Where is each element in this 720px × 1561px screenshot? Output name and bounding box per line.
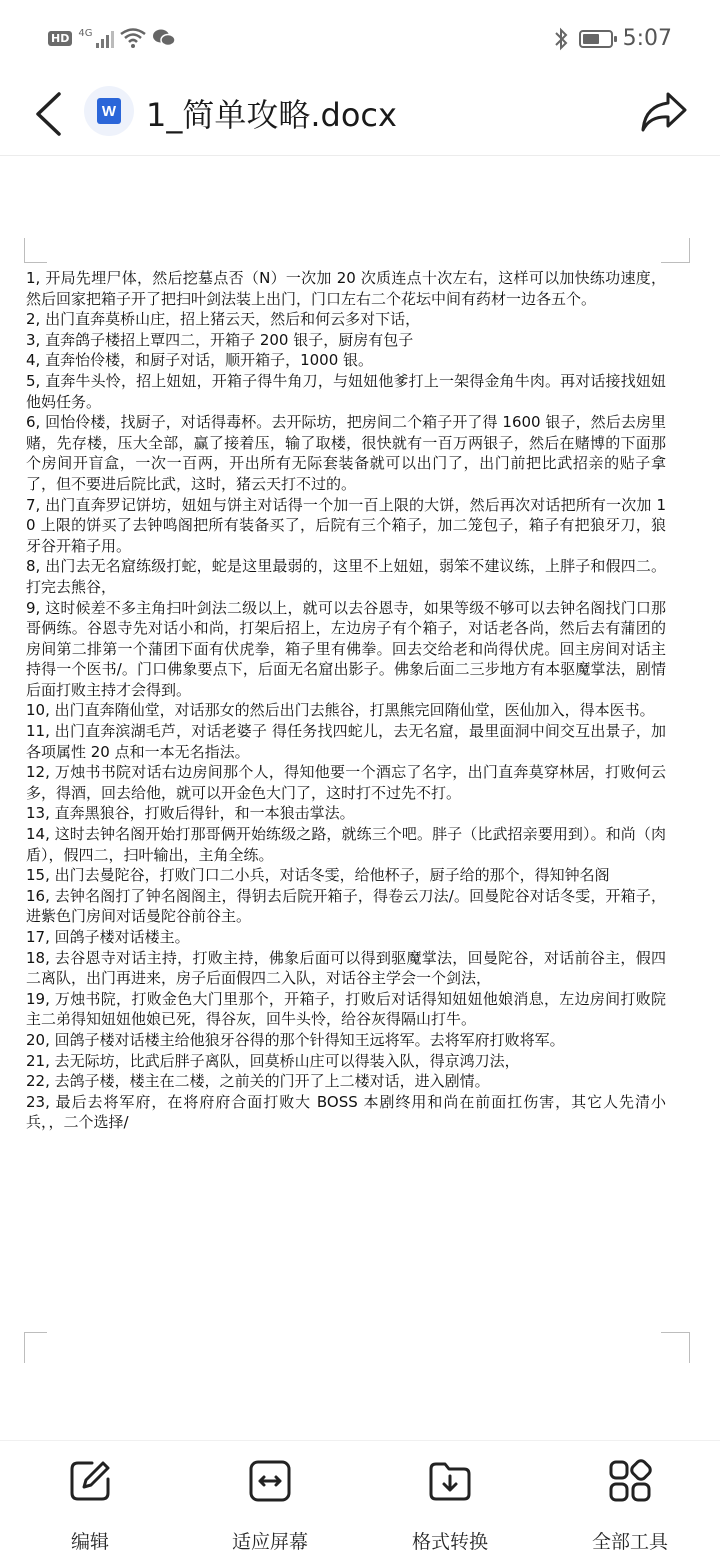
share-icon xyxy=(640,90,688,134)
document-title: 1_简单攻略.docx xyxy=(146,96,397,134)
battery-fill xyxy=(583,34,599,44)
fit-screen-button[interactable] xyxy=(210,1459,330,1554)
battery-icon xyxy=(579,30,613,48)
wifi-icon xyxy=(120,28,146,48)
all-tools-label: 全部工具 xyxy=(591,1531,668,1553)
paragraph: 9, 这时候差不多主角扫叶剑法二级以上，就可以去谷恩寺，如果等级不够可以去钟名阁找门口那哥俩练。谷恩寺先对话小和尚，打架后招上，左边房子有个箱子，对话老各尚，然后去有蒲团的房间第二排第一个蒲团下面有伏虎拳，箱子里有佛拳。回去交给老和尚得伏虎。回主房间对话主持得一个医书/。门口佛象要点下，后面无名窟出影子。佛象后面二三步地方有本驱魔掌法，剧情后面打败主持才会得到。 xyxy=(26,598,666,699)
back-button[interactable] xyxy=(26,86,70,142)
margin-corner-top-right xyxy=(661,238,690,263)
paragraph: 1, 开局先埋尸体，然后挖墓点否（N）一次加 20 次质连点十次左右，这样可以加快练功速度，然后回家把箱子开了把扫叶剑法装上出门，门口左右二个花坛中间有药材一边各五个。 xyxy=(26,269,666,308)
hd-badge: HD xyxy=(48,31,72,46)
document-body xyxy=(26,268,666,1133)
edit-button[interactable] xyxy=(30,1459,150,1554)
share-button[interactable] xyxy=(638,86,690,138)
paragraph: 16, 去钟名阁打了钟名阁阁主，得钥去后院开箱子，得卷云刀法/。回曼陀谷对话冬雯，开箱子，进紫色门房间对话曼陀谷前谷主。 xyxy=(26,886,666,926)
paragraph: 14, 这时去钟名阁开始打那哥俩开始练级之路，就练三个吧。胖子（比武招亲要用到）。和尚（肉盾），假四二，扫叶输出，主角全练。 xyxy=(26,825,666,864)
status-left xyxy=(48,28,176,48)
status-right xyxy=(553,26,672,51)
paragraph: 15, 出门去曼陀谷，打败门口二小兵，对话冬雯，给他杯子，厨子给的那个，得知钟名阁 xyxy=(26,866,610,885)
word-doc-icon xyxy=(84,86,134,136)
paragraph: 19, 万烛书院，打败金色大门里那个，开箱子，打败后对话得知妞妞他娘消息，左边房间打败院主二弟得知妞妞他娘已死，得谷灰，回牛头怜，给谷灰得隔山打牛。 xyxy=(26,989,666,1029)
paragraph: 13, 直奔黑狼谷，打败后得针，和一本狼击掌法。 xyxy=(26,804,355,823)
format-convert-button[interactable] xyxy=(390,1459,510,1554)
edit-icon xyxy=(68,1459,112,1503)
status-bar xyxy=(0,0,720,80)
paragraph: 21, 去无际坊，比武后胖子离队，回莫桥山庄可以得装入队，得京鸿刀法， xyxy=(26,1051,520,1070)
paragraph: 3, 直奔鸽子楼招上覃四二，开箱子 200 银子，厨房有包子 xyxy=(26,330,414,349)
clock: 5:07 xyxy=(622,26,672,51)
edit-label: 编辑 xyxy=(70,1531,109,1553)
paragraph: 7, 出门直奔罗记饼坊，妞妞与饼主对话得一个加一百上限的大饼，然后再次对话把所有一次加 10 上限的饼买了去钟鸣阁把所有装备买了，后院有三个箱子，加二笼包子，箱子有把狼牙刀，狼牙谷开箱子用。 xyxy=(26,495,666,555)
signal-icon xyxy=(96,28,114,48)
folder-download-icon xyxy=(428,1459,472,1503)
document-page[interactable] xyxy=(0,156,720,1436)
network-type: 4G xyxy=(78,28,93,39)
all-tools-button[interactable] xyxy=(570,1459,690,1554)
paragraph: 12, 万烛书书院对话右边房间那个人，得知他要一个酒忘了名字，出门直奔莫穿林居，打败何云多，得酒，回去给他，就可以开金色大门了，这时打不过先不打。 xyxy=(26,763,666,802)
margin-corner-bottom-right xyxy=(661,1332,690,1363)
apps-grid-icon xyxy=(608,1459,652,1503)
paragraph: 8, 出门去无名窟练级打蛇，蛇是这里最弱的，这里不上妞妞，弱笨不建议练，上胖子和假四二。打完去熊谷， xyxy=(26,557,666,596)
paragraph: 4, 直奔怡伶楼，和厨子对话，顺开箱子，1000 银。 xyxy=(26,351,374,370)
paragraph: 11, 出门直奔滨湖毛芦，对话老婆子 得任务找四蛇儿，去无名窟，最里面洞中间交互出景子，加各项属性 20 点和一本无名指法。 xyxy=(26,722,666,761)
bottom-toolbar xyxy=(0,1440,720,1561)
fit-width-icon xyxy=(248,1459,292,1503)
margin-corner-top-left xyxy=(24,238,47,263)
paragraph: 5, 直奔牛头怜，招上妞妞，开箱子得牛角刀，与妞妞他爹打上一架得金角牛肉。再对话接找妞妞他妈任务。 xyxy=(26,371,666,411)
paragraph: 10, 出门直奔隋仙堂，对话那女的然后出门去熊谷，打黑熊完回隋仙堂，医仙加入，得本医书。 xyxy=(26,701,655,720)
paragraph: 18, 去谷恩寺对话主持，打败主持，佛象后面可以得到驱魔掌法，回曼陀谷，对话前谷主，假四二离队，出门再进来，房子后面假四二入队，对话谷主学会一个剑法， xyxy=(26,948,666,988)
bluetooth-icon xyxy=(553,27,569,51)
title-bar xyxy=(0,80,720,156)
paragraph: 23, 最后去将军府，在将府府合面打败大 BOSS 本剧终用和尚在前面扛伤害，其它人先清小兵，，二个选择/ xyxy=(26,1092,666,1132)
word-letter: W xyxy=(97,98,121,124)
fit-screen-label: 适应屏幕 xyxy=(231,1531,308,1553)
chevron-left-icon xyxy=(33,91,63,137)
paragraph: 22, 去鸽子楼，楼主在二楼，之前关的门开了上二楼对话，进入剧情。 xyxy=(26,1072,490,1091)
paragraph: 6, 回怡伶楼，找厨子，对话得毒杯。去开际坊，把房间二个箱子开了得 1600 银子，然后去房里赌，先存楼，压大全部，赢了接着压，输了取楼，很快就有一百万两银子，然后在赌博的下面那个房间开盲盒，一次一百两，开出所有无际套装备就可以出门了，出门前把比武招亲的贴子拿了，但不要进后院比武，这时，猪云天打不过的。 xyxy=(26,413,666,493)
margin-corner-bottom-left xyxy=(24,1332,47,1363)
paragraph: 20, 回鸽子楼对话楼主给他狼牙谷得的那个针得知王远将军。去将军府打败将军。 xyxy=(26,1030,565,1049)
wechat-icon xyxy=(152,28,176,48)
format-convert-label: 格式转换 xyxy=(411,1531,488,1553)
paragraph: 2, 出门直奔莫桥山庄，招上猪云天，然后和何云多对下话， xyxy=(26,310,421,329)
paragraph: 17, 回鸽子楼对话楼主。 xyxy=(26,928,190,946)
